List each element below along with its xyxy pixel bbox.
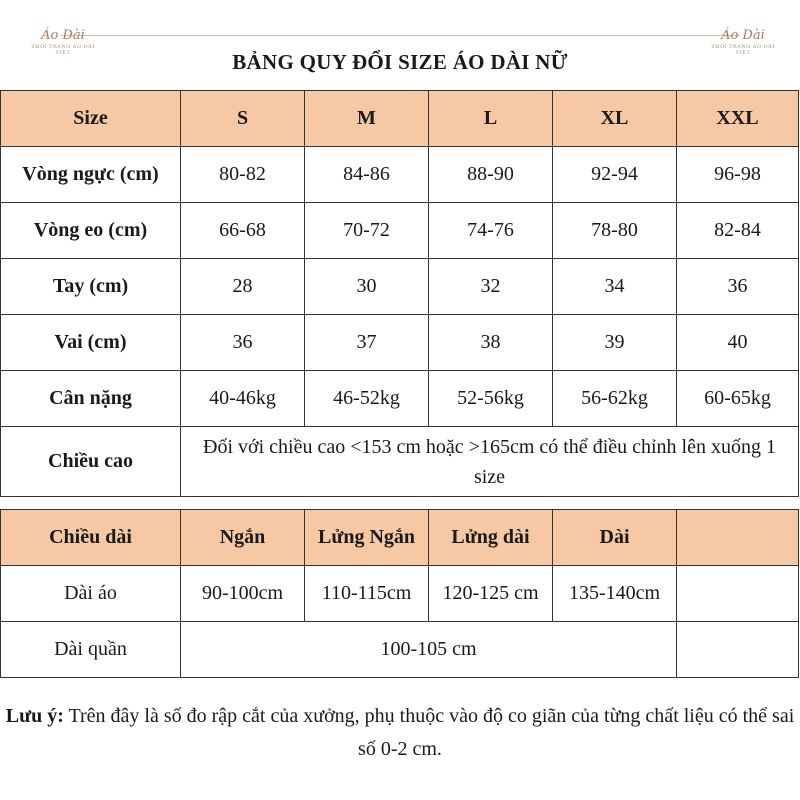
row-label: Dài áo — [1, 566, 181, 622]
table-cell: 36 — [181, 315, 305, 371]
table-cell: 120-125 cm — [429, 566, 553, 622]
table-cell: 78-80 — [553, 203, 677, 259]
table-cell: 92-94 — [553, 147, 677, 203]
table-cell: 56-62kg — [553, 371, 677, 427]
row-label: Tay (cm) — [1, 259, 181, 315]
empty-cell — [677, 622, 799, 678]
table-cell: 96-98 — [677, 147, 799, 203]
logo-text: Áo Dài — [721, 28, 765, 43]
header-cell: Lửng dài — [429, 510, 553, 566]
footnote — [0, 700, 800, 766]
table-cell: 88-90 — [429, 147, 553, 203]
table-cell: 60-65kg — [677, 371, 799, 427]
header-cell: Dài — [553, 510, 677, 566]
header-divider — [60, 35, 740, 36]
table-cell: 84-86 — [305, 147, 429, 203]
table-row — [1, 259, 799, 315]
row-label: Dài quần — [1, 622, 181, 678]
table-cell: 40 — [677, 315, 799, 371]
table-cell: 34 — [553, 259, 677, 315]
table-cell: 52-56kg — [429, 371, 553, 427]
table-cell: 66-68 — [181, 203, 305, 259]
header-cell: Ngắn — [181, 510, 305, 566]
header-cell: Chiều dài — [1, 510, 181, 566]
table-cell: 70-72 — [305, 203, 429, 259]
table-cell: 74-76 — [429, 203, 553, 259]
row-label: Vòng ngực (cm) — [1, 147, 181, 203]
header-cell — [677, 510, 799, 566]
length-table — [0, 509, 799, 678]
row-label: Vòng eo (cm) — [1, 203, 181, 259]
height-note: Đối với chiều cao <153 cm hoặc >165cm có thể điều chỉnh lên xuống 1 size — [181, 427, 799, 497]
table-cell: 37 — [305, 315, 429, 371]
table-cell: 32 — [429, 259, 553, 315]
table-cell: 82-84 — [677, 203, 799, 259]
header-cell: XL — [553, 91, 677, 147]
header-cell: Size — [1, 91, 181, 147]
logo-tagline: THỜI TRANG ÁO DÀI VIỆT — [31, 44, 95, 56]
logo-tagline: THỜI TRANG ÁO DÀI VIỆT — [711, 44, 775, 56]
height-row — [1, 427, 799, 497]
table-cell: 40-46kg — [181, 371, 305, 427]
table-cell: 30 — [305, 259, 429, 315]
table-cell: 90-100cm — [181, 566, 305, 622]
table-cell: 80-82 — [181, 147, 305, 203]
header-cell: Lửng Ngắn — [305, 510, 429, 566]
table-row — [1, 371, 799, 427]
table-cell: 110-115cm — [305, 566, 429, 622]
header-cell: XXL — [677, 91, 799, 147]
table-cell: 100-105 cm — [181, 622, 677, 678]
table-row — [1, 315, 799, 371]
size-header-row — [1, 91, 799, 147]
footnote-label: Lưu ý: — [5, 705, 64, 727]
header-cell: M — [305, 91, 429, 147]
table-cell — [677, 566, 799, 622]
table-cell: 39 — [553, 315, 677, 371]
table-cell: 28 — [181, 259, 305, 315]
table-cell: 135-140cm — [553, 566, 677, 622]
table-cell: 46-52kg — [305, 371, 429, 427]
table-cell: 38 — [429, 315, 553, 371]
footnote-text: Trên đây là số đo rập cắt của xưởng, phụ thuộc vào độ co giãn của từng chất liệu có thể sai số 0-2 cm. — [68, 705, 795, 760]
row-label: Vai (cm) — [1, 315, 181, 371]
table-row — [1, 147, 799, 203]
table-row — [1, 203, 799, 259]
row-label: Cân nặng — [1, 371, 181, 427]
table-row — [1, 622, 799, 678]
row-label: Chiều cao — [1, 427, 181, 497]
size-table — [0, 90, 799, 497]
logo-text: Áo Dài — [41, 28, 85, 43]
header-cell: S — [181, 91, 305, 147]
header-cell: L — [429, 91, 553, 147]
page-title: BẢNG QUY ĐỔI SIZE ÁO DÀI NỮ — [232, 50, 568, 74]
table-cell: 36 — [677, 259, 799, 315]
length-header-row — [1, 510, 799, 566]
table-row — [1, 566, 799, 622]
